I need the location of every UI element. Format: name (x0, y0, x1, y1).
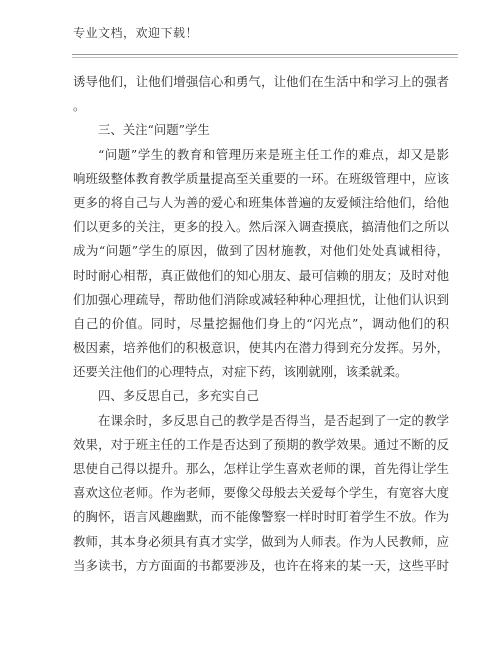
header-divider (72, 54, 458, 55)
section-heading: 三、关注“问题”学生 (98, 122, 210, 138)
body-text-line: 们以更多的关注，更多的投入。然后深入调查摸底，搞清他们之所以 (73, 219, 449, 235)
section-heading: 四、多反思自己，多充实自己 (98, 388, 260, 404)
body-text-line: 。 (73, 98, 86, 114)
body-text-line: 还要关注他们的心理特点，对症下药，该刚就刚，该柔就柔。 (73, 364, 408, 380)
body-text-line: “问题”学生的教育和管理历来是班主任工作的难点，却又是影 (98, 146, 449, 162)
body-text-line: 当多读书，方方面面的书都要涉及，也许在将来的某一天，这些平时 (73, 557, 449, 573)
body-text-line: 成为“问题”学生的原因，做到了因材施教，对他们处处真诚相待， (73, 243, 449, 259)
body-text-line: 喜欢这位老师。作为老师，要像父母般去关爱每个学生，有宽容大度 (73, 485, 449, 501)
body-text-line: 极因素，培养他们的积极意识，使其内在潜力得到充分发挥。另外， (73, 340, 449, 356)
header-divider-secondary (72, 57, 458, 58)
document-body (73, 70, 449, 578)
body-text-line: 时时耐心相帮，真正做他们的知心朋友、最可信赖的朋友；及时对他 (73, 267, 449, 283)
body-text-line: 思使自己得以提升。那么，怎样让学生喜欢老师的课，首先得让学生 (73, 461, 449, 476)
body-text-line: 教师，其本身必须具有真才实学，做到为人师表。作为人民教师，应 (73, 533, 449, 549)
body-text-line: 诱导他们，让他们增强信心和勇气，让他们在生活中和学习上的强者 (73, 74, 449, 89)
body-text-line: 的胸怀，语言风趣幽默，而不能像警察一样时时盯着学生不放。作为 (73, 509, 449, 525)
body-text-line: 在课余时，多反思自己的教学是否得当，是否起到了一定的教学 (98, 412, 449, 428)
body-text-line: 更多的将自己与人为善的爱心和班集体普遍的友爱倾注给他们，给他 (73, 194, 449, 210)
body-text-line: 自己的价值。同时，尽量挖掘他们身上的“闪光点”，调动他们的积 (73, 315, 449, 331)
body-text-line: 响班级整体教育教学质量提高至关重要的一环。在班级管理中，应该 (73, 170, 449, 186)
page-header: 专业文档，欢迎下载！ (73, 26, 199, 40)
body-text-line: 效果，对于班主任的工作是否达到了预期的教学效果。通过不断的反 (73, 436, 449, 452)
body-text-line: 们加强心理疏导，帮助他们消除或减轻种种心理担忧，让他们认识到 (73, 291, 449, 307)
